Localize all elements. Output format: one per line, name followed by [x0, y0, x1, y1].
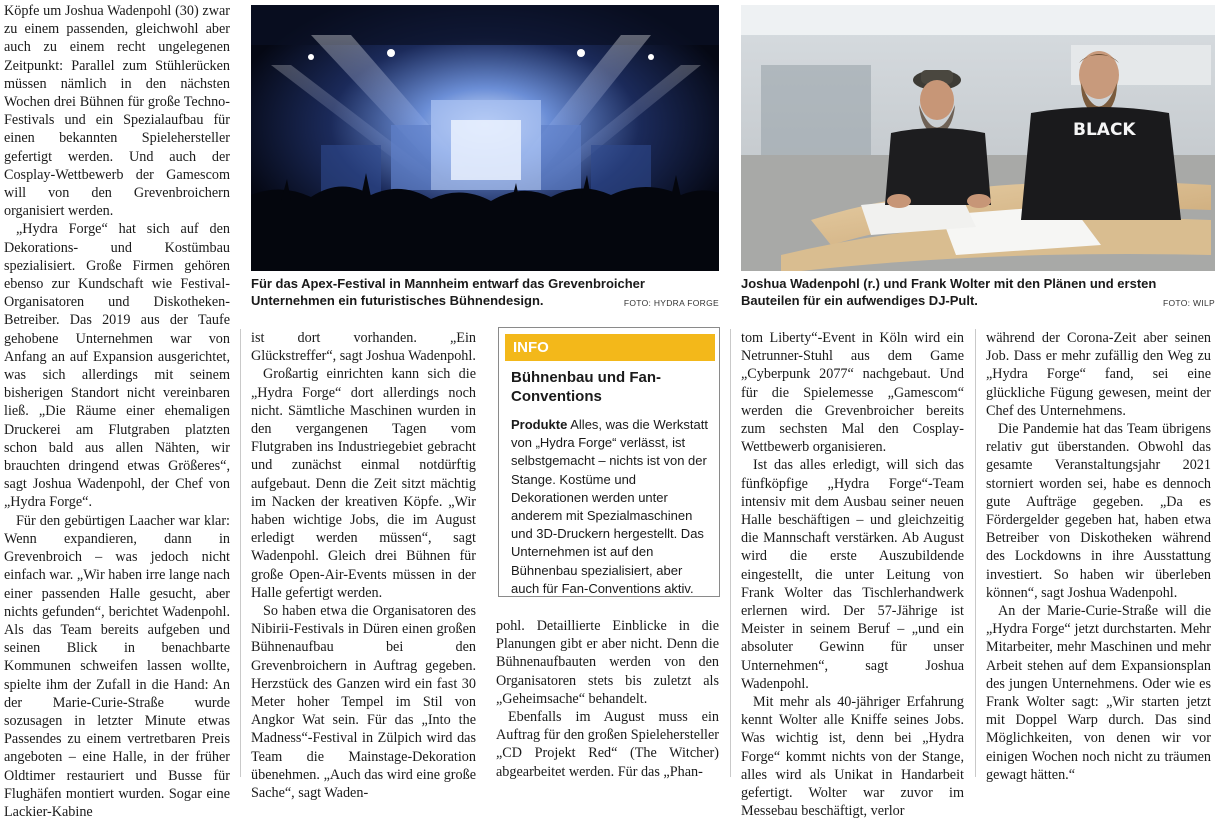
- paragraph: tom Liberty“-Event in Köln wird ein Netrunner-Stuhl aus dem Game „Cyberpunk 2077“ nachgebaut. Und für die Spielemesse „Gamescom“ werden die Grevenbroicher bereits zum sechsten Mal den Cosplay-Wettbewerb organisieren.: [741, 330, 964, 456]
- paragraph: Großartig einrichten kann sich die „Hydra Forge“ dort allerdings noch nicht. Sämtliche Maschinen wurden in den vergangenen Tagen vom Flutgraben ins Industriegebiet gebracht und zunächst einmal notdürftig aufgebaut. Denn die Zeit sitzt mächtig im Nacken der kreativen Köpfe. „Wir haben wichtige Jobs, die im August erledigt werden müssen“, sagt Wadenpohl. Gleich drei Bühnen für große Open-Air-Events müssen in der Halle gefertigt werden.: [251, 366, 476, 601]
- info-box-lead: Produkte: [511, 417, 568, 432]
- info-box-text: Alles, was die Werkstatt von „Hydra Forge“ verlässt, ist selbstgemacht – nichts ist von der Stange. Kostüme und Dekorationen werden unter anderem mit Spezialmaschinen und 3D-Druckern hergestellt. Das Unternehmen ist auf den Bühnenbau spezialisiert, aber auch für Fan-Conventions aktiv.: [511, 417, 709, 596]
- info-box: [498, 327, 720, 597]
- paragraph: Ebenfalls im August muss ein Auftrag für den großen Spielehersteller „CD Projekt Red“ (The Witcher) abgearbeitet werden. Für das „Phan-: [496, 709, 719, 780]
- paragraph: So haben etwa die Organisatoren des Nibirii-Festivals in Düren einen großen Bühnenaufbau bei den Grevenbroichern in Auftrag gegeben. Herzstück des Ganzen wird ein fast 30 Meter hoher Tempel im Stil von Angkor Wat sein. Für das „Into the Madness“-Festival in Zülpich wird das Team die Mainstage-Dekoration übenehmen. „Auch das wird eine große Sache“, sagt Waden-: [251, 603, 476, 802]
- paragraph: Ist das alles erledigt, will sich das fünfköpfige „Hydra Forge“-Team intensiv mit dem Ausbau seiner neuen Halle beschäftigen – und gleichzeitig die Mannschaft verstärken. Ab August wird die erste Auszubildende eingestellt, die unter Leitung von Frank Wolter das Tischlerhandwerk erlernen wird. Der 57-Jährige ist Meister in seinem Beruf – „und ein absoluter Gewinn für unser Unternehmen“, sagt Joshua Wadenpohl.: [741, 457, 964, 692]
- festival-photo-credit: FOTO: HYDRA FORGE: [623, 298, 719, 308]
- info-box-tag: INFO: [505, 334, 715, 361]
- shirt-print: BLACK: [1073, 120, 1136, 140]
- paragraph: pohl. Detaillierte Einblicke in die Planungen gibt er aber nicht. Denn die Bühnenaufbauten werden von den Organisatoren stets bis zuletzt als „Geheimsache“ behandelt.: [496, 618, 719, 707]
- paragraph: „Hydra Forge“ hat sich auf den Dekorations- und Kostümbau spezialisiert. Große Firmen gehören ebenso zur Kundschaft wie Festival-Organisatoren und Diskotheken-Betreiber. Das 2019 aus der Taufe gehobene Unternehmen war von Anfang an auf Expansion ausgerichtet, was sich allerdings mit seinem bisherigen Standort nicht vereinbaren ließ. „Die Räume einer ehemaligen Druckerei am Flutgraben platzten schon bald aus allen Nähten, wir brauchten dringend etwas Größeres“, sagt Joshua Wadenpohl, der Chef von „Hydra Forge“.: [4, 221, 230, 511]
- paragraph: Die Pandemie hat das Team übrigens relativ gut überstanden. Obwohl das gesamte Veranstaltungsjahr 2021 storniert worden sei, habe es dennoch gute Aufträge gegeben. „Da es Fördergelder gegeben hat, haben etwa Betreiber von Diskotheken während des Lockdowns in ihre Ausstattung investiert. So haben wir überleben können“, sagt Joshua Wadenpohl.: [986, 421, 1211, 601]
- workshop-photo-credit: FOTO: WILP: [1163, 298, 1215, 308]
- paragraph: ist dort vorhanden. „Ein Glückstreffer“, sagt Joshua Wadenpohl.: [251, 330, 476, 365]
- paragraph: Für den gebürtigen Laacher war klar: Wenn expandieren, dann in Grevenbroich – was jedoch nicht einfach war. „Wir haben irre lange nach einer passenden Halle gesucht, aber nichts gefunden“, berichtet Wadenpohl. Als das Team bereits aufgeben und seinen Blick in benachbarte Kommunen schweifen lassen wollte, spielte ihm der Zufall in die Hand: An der Marie-Curie-Straße wurde sozusagen in letzter Minute etwas Passendes zu einem vertretbaren Preis angeboten – eine Halle, in der früher Oldtimer restauriert und Busse für Flughäfen montiert wurden. Sogar eine Lackier-Kabine: [4, 512, 230, 820]
- workshop-photo-caption: Joshua Wadenpohl (r.) und Frank Wolter mit den Plänen und ersten Bauteilen für ein aufwendiges DJ-Pult.: [741, 276, 1157, 308]
- paragraph: Mit mehr als 40-jähriger Erfahrung kennt Wolter alle Kniffe seines Jobs. Was wichtig ist, denn bei „Hydra Forge“ kommt nichts von der Stange, alles wird als Unikat in Handarbeit gefertigt. Wolter war zuvor im Messebau beschäftigt, verlor: [741, 694, 964, 820]
- column-rule: [730, 329, 731, 777]
- article-column-2: [251, 329, 476, 802]
- paragraph: während der Corona-Zeit aber seinen Job. Dass er mehr zufällig den Weg zu „Hydra Forge“ fand, sei eine glückliche Fügung gewesen, meint der Chef des Unternehmens.: [986, 330, 1211, 419]
- paragraph: An der Marie-Curie-Straße will die „Hydra Forge“ jetzt durchstarten. Mehr Mitarbeiter, mehr Maschinen und mehr Arbeit stehen auf dem Expansionsplan des jungen Unternehmens. Oder wie es Frank Wolter sagt: „Wir starten jetzt mit Doppel Warp durch. Das sind Möglichkeiten, von denen wir vor einigen Wochen noch nicht zu träumen gewagt hätten.“: [986, 603, 1211, 783]
- festival-photo: [251, 5, 719, 271]
- article-column-3: [496, 617, 719, 780]
- info-box-body: [511, 416, 711, 598]
- article-column-1: [4, 2, 230, 820]
- column-rule: [240, 329, 241, 777]
- column-rule: [975, 329, 976, 777]
- article-column-5: [986, 329, 1211, 783]
- festival-photo-caption: Für das Apex-Festival in Mannheim entwarf das Grevenbroicher Unternehmen ein futuristisches Bühnendesign.: [251, 276, 645, 308]
- paragraph: Köpfe um Joshua Wadenpohl (30) zwar zu einem passenden, gleichwohl aber auch zu einem recht ungelegenen Zeitpunkt: Parallel zum Stühlerücken müssen nämlich in den nächsten Wochen drei Bühnen für große Techno-Festivals und ein Spezialaufbau für einen bekannten Spielehersteller gefertigt werden. Und auch der Cosplay-Wettbewerb der Gamescom will von den Grevenbroichern organisiert werden.: [4, 3, 230, 220]
- info-box-heading: Bühnenbau und Fan-Conventions: [511, 369, 661, 405]
- article-column-4: [741, 329, 964, 820]
- workshop-photo: [741, 5, 1215, 271]
